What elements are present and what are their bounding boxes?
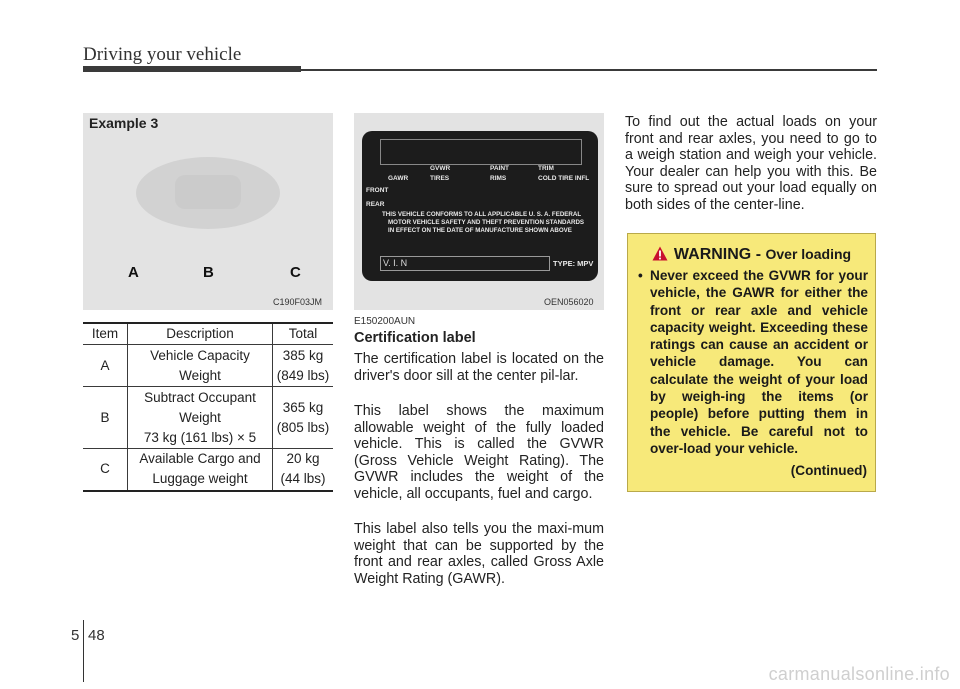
label-c: C xyxy=(290,264,301,281)
example-figure-code: C190F03JM xyxy=(273,297,323,307)
label-a: A xyxy=(128,264,139,281)
footer-section-number: 5 xyxy=(71,627,80,644)
cert-paragraph-1: The certification label is located on the driver's door sill at the center pil-lar. xyxy=(354,351,604,384)
warning-continued: (Continued) xyxy=(790,463,867,478)
row-description: Subtract Occupant Weight 73 kg (161 lbs) × 5 xyxy=(128,387,273,449)
axle-load-paragraph: To find out the actual loads on your front and rear axles, you need to go to a weigh station and weigh your vehicle. Your dealer can help you with this. Be sure to spread out your load equally on both sides of the center-line. xyxy=(625,114,877,213)
label-figure-code: OEN056020 xyxy=(544,297,594,307)
table-row xyxy=(83,345,333,387)
warning-triangle-icon xyxy=(652,246,668,261)
row-total: 20 kg (44 lbs) xyxy=(273,449,334,491)
row-description: Available Cargo and Luggage weight xyxy=(128,449,273,491)
load-table xyxy=(83,322,333,492)
header-description: Description xyxy=(128,323,273,345)
warning-box xyxy=(627,233,876,492)
plate-notice: THIS VEHICLE CONFORMS TO ALL APPLICABLE U. S. A. FEDERAL MOTOR VEHICLE SAFETY AND THEFT PREVENTION STANDARDS IN EFFECT ON THE DATE OF MANUFACTURE SHOWN ABOVE xyxy=(382,211,585,234)
cert-paragraph-2: This label shows the maximum allowable weight of the fully loaded vehicle. This is called the GVWR (Gross Vehicle Weight Rating). The GVWR includes the weight of the vehicle, all occupants, fuel and cargo. xyxy=(354,403,604,502)
row-item: C xyxy=(83,449,128,491)
table-row xyxy=(83,449,333,491)
example-title: Example 3 xyxy=(89,115,159,131)
cert-paragraph-3: This label also tells you the maxi-mum weight that can be supported by the front and rear axles, called Gross Axle Weight Rating (GAWR). xyxy=(354,521,604,587)
certification-label-plate: GVWR PAINT TRIM GAWR TIRES RIMS COLD TIRE INFL FRONT REAR THIS VEHICLE CONFORMS TO ALL APPLICABLE U. S. A. FEDERAL MOTOR VEHICLE SAFETY AND THEFT PREVENTION STANDARDS IN EFFECT ON THE DATE OF MANUFACTURE SHOWN ABOVE V. I. N TYPE: MPV xyxy=(362,131,598,281)
warning-title: Over loading xyxy=(765,246,852,262)
header-rule-thin xyxy=(301,69,877,71)
warning-label: WARNING - xyxy=(673,246,762,263)
example-figure xyxy=(83,113,333,310)
warning-heading xyxy=(628,246,875,264)
warning-bullet-text: Never exceed the GVWR for your vehicle, the GAWR for either the front or rear axle and vehicle capacity weight. Exceeding these ratings can cause an accident or vehicle damage. You can calculate the weight of your load by weigh-ing the items (or people) before putting them in the vehicle. Be careful not to over-load your vehicle. xyxy=(650,268,868,456)
header-rule-thick xyxy=(83,66,301,72)
warning-bullet xyxy=(638,267,868,457)
footer-page-number: 48 xyxy=(88,627,105,644)
label-b: B xyxy=(203,264,214,281)
header-item: Item xyxy=(83,323,128,345)
footer-divider xyxy=(83,620,84,682)
section-heading: Certification label xyxy=(354,330,476,346)
section-code: E150200AUN xyxy=(354,316,416,327)
row-item: A xyxy=(83,345,128,387)
table-header-row xyxy=(83,323,333,345)
watermark: carmanualsonline.info xyxy=(768,664,950,684)
row-description: Vehicle Capacity Weight xyxy=(128,345,273,387)
bullet-dot-icon: • xyxy=(638,268,643,283)
certification-label-figure xyxy=(354,113,604,310)
row-item: B xyxy=(83,387,128,449)
row-total: 385 kg (849 lbs) xyxy=(273,345,334,387)
page-header-title: Driving your vehicle xyxy=(83,44,242,65)
header-total: Total xyxy=(273,323,334,345)
row-total: 365 kg (805 lbs) xyxy=(273,387,334,449)
table-row xyxy=(83,387,333,449)
plate-top-box xyxy=(380,139,582,165)
